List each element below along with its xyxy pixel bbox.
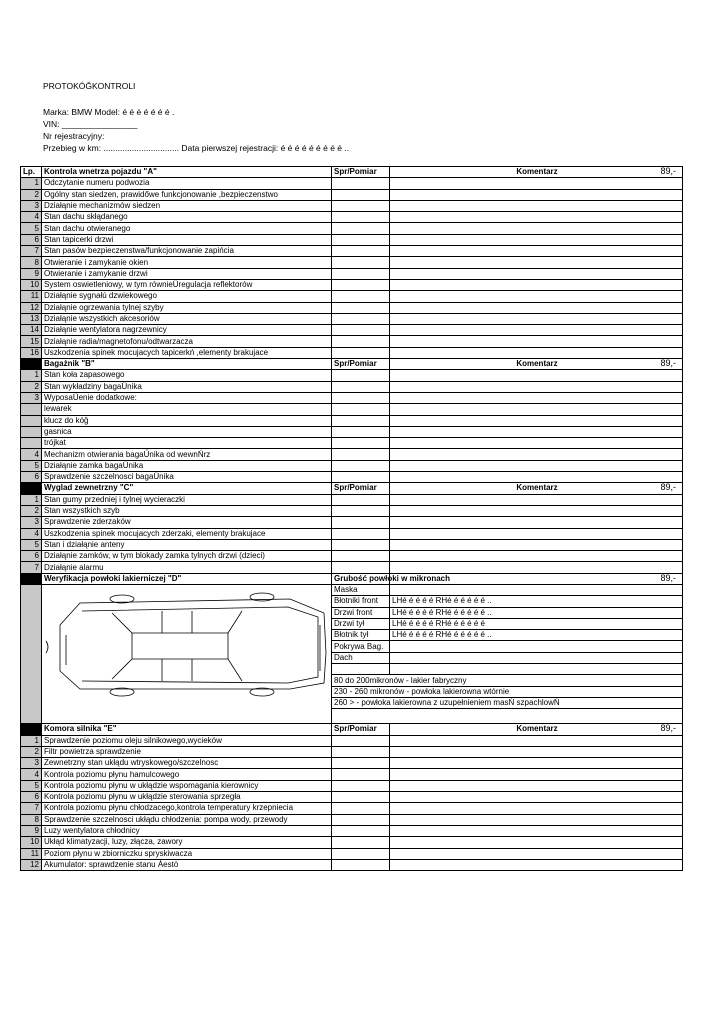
section-a-komentarz-cell[interactable] [390,234,683,245]
section-a-item-label: Działąnie sygnałú dzwiekowego [42,291,332,302]
section-a-item-label: Stan pasów bezpieczenstwa/funkcjonowanie zapińcia [42,246,332,257]
section-c-item-label: Uszkodzenia spinek mocujacych zderzaki, elementy brakujace [42,528,332,539]
section-a-komentarz-cell[interactable] [390,200,683,211]
section-e-item-label: Luzy wentylatora chłodnicy [42,825,332,836]
section-a-spr-pomiar-cell[interactable] [332,178,390,189]
vin-line: VIN: ________________ [43,119,138,129]
section-a-item-number: 16 [21,347,42,358]
section-b-item-number: 1 [21,370,42,381]
section-e-komentarz-label: Komentarz [516,724,558,734]
section-e-item-label: Ukłąd klimatyzacji, luzy, złącza, zawory [42,837,332,848]
section-b-spr-pomiar-cell[interactable] [332,415,390,426]
section-e-spr-pomiar-cell[interactable] [332,825,390,836]
section-b-price: 89,- [660,358,676,369]
section-e-item-number: 7 [21,803,42,814]
table-row [21,562,683,573]
section-a-komentarz-cell[interactable] [390,246,683,257]
section-b-komentarz-cell[interactable] [390,438,683,449]
section-a-item-number: 11 [21,291,42,302]
table-row [21,223,683,234]
table-row [21,268,683,279]
section-a-item-label: System oswietleniowy, w tym równieŰregulacja reflektorów [42,279,332,290]
section-a-spr-pomiar-cell[interactable] [332,347,390,358]
paint-part-label: Błotnik tył [332,630,390,641]
table-row [21,803,683,814]
section-e-item-number: 9 [21,825,42,836]
section-c-item-number: 1 [21,494,42,505]
section-a-spr-pomiar-cell[interactable] [332,336,390,347]
paint-part-label: Maska [332,584,390,595]
section-e-item-number: 6 [21,792,42,803]
table-row [21,313,683,324]
section-b-item-number [21,438,42,449]
section-e-lp-header [21,724,42,735]
nr-rejestracyjny-line: Nr rejestracyjny: [43,131,105,141]
paint-part-label [332,664,390,675]
section-a-item-label: Działąnie mechanizmów siedzen [42,200,332,211]
section-a-spr-pomiar-cell[interactable] [332,325,390,336]
section-e-item-number: 2 [21,746,42,757]
section-c-item-number: 3 [21,517,42,528]
spacer-cell [332,709,683,724]
section-b-header [21,359,683,370]
section-b-item-label: Mechanizm otwierania bagaŰnika od wewnŃrz [42,449,332,460]
paint-measure-cell[interactable]: LHé é é é é RHé é é é é é .. [390,596,683,607]
table-row [21,859,683,870]
paint-measure-cell[interactable] [390,664,683,675]
section-e-item-label: Zewnetrzny stan ukłądu wtryskowego/szczelnosc [42,758,332,769]
section-b-col-spr-pomiar: Spr/Pomiar [332,359,390,370]
table-row [21,472,683,483]
paint-thickness-note: 80 do 200mikronów - lakier fabryczny [332,675,683,686]
table-row [21,528,683,539]
table-row [21,505,683,516]
section-c-komentarz-cell[interactable] [390,551,683,562]
section-a-komentarz-cell[interactable] [390,178,683,189]
section-e-item-number: 10 [21,837,42,848]
section-a-spr-pomiar-cell[interactable] [332,234,390,245]
section-b-spr-pomiar-cell[interactable] [332,426,390,437]
section-b-item-number: 3 [21,392,42,403]
section-a-item-label: Stan tapicerki drzwi [42,234,332,245]
table-row [21,758,683,769]
section-e-spr-pomiar-cell[interactable] [332,803,390,814]
section-b-item-label: gasnica [42,426,332,437]
section-a-item-number: 13 [21,313,42,324]
section-a-col-spr-pomiar: Spr/Pomiar [332,167,390,178]
section-c-spr-pomiar-cell[interactable] [332,505,390,516]
section-e-spr-pomiar-cell[interactable] [332,814,390,825]
section-a-item-label: Działąnie wszystkich akcesoriów [42,313,332,324]
section-e-komentarz-cell[interactable] [390,825,683,836]
section-d-title: Weryfikacja powłoki lakierniczej "D" [42,573,332,584]
paint-thickness-note: 230 - 260 mikronów - powłoka lakierowna wtórnie [332,686,683,697]
section-e-item-label: Sprawdzenie szczelnosci ukłądu chłodzenia: pompa wody, przewody [42,814,332,825]
section-b-item-number: 5 [21,460,42,471]
table-row [21,825,683,836]
section-b-komentarz-cell[interactable] [390,415,683,426]
section-a-komentarz-cell[interactable] [390,313,683,324]
section-b-spr-pomiar-cell[interactable] [332,438,390,449]
table-row [21,347,683,358]
section-b-komentarz-cell[interactable] [390,381,683,392]
table-row [21,746,683,757]
table-row [21,291,683,302]
section-e-item-label: Kontrola poziomu płynu chłodzacego,kontrola temperatury krzepniecia [42,803,332,814]
section-d-lp-header [21,573,42,584]
table-row [21,460,683,471]
section-e-spr-pomiar-cell[interactable] [332,735,390,746]
table-row [21,449,683,460]
section-a-item-label: Stan dachu otwieranego [42,223,332,234]
table-row [21,404,683,415]
section-a-item-number: 9 [21,268,42,279]
section-a-header [21,167,683,178]
section-e-spr-pomiar-cell[interactable] [332,758,390,769]
section-c-item-number: 5 [21,539,42,550]
paint-measure-cell[interactable] [390,584,683,595]
section-e-komentarz-cell[interactable] [390,735,683,746]
section-c-price: 89,- [660,482,676,493]
section-a-komentarz-label: Komentarz [516,167,558,177]
section-c-item-label: Stan i działąnie anteny [42,539,332,550]
section-b-item-number [21,415,42,426]
section-d-col-komentarz [390,573,683,584]
section-e-spr-pomiar-cell[interactable] [332,837,390,848]
paint-measure-cell[interactable]: LHé é é é é RHé é é é é é .. [390,607,683,618]
section-a-spr-pomiar-cell[interactable] [332,268,390,279]
section-b-komentarz-cell[interactable] [390,449,683,460]
section-a-komentarz-cell[interactable] [390,325,683,336]
paint-part-label: Dach [332,652,390,663]
section-b-komentarz-cell[interactable] [390,370,683,381]
section-a-col-komentarz [390,167,683,178]
section-e-item-number: 5 [21,780,42,791]
section-c-komentarz-cell[interactable] [390,494,683,505]
table-row [21,415,683,426]
section-e-item-label: Filtr powietrza sprawdzenie [42,746,332,757]
section-a-spr-pomiar-cell[interactable] [332,313,390,324]
section-b-spr-pomiar-cell[interactable] [332,392,390,403]
section-e-col-komentarz [390,724,683,735]
inspection-table [20,166,683,871]
paint-part-label: Drzwi tył [332,618,390,629]
section-e-title: Komora silnika "E" [42,724,332,735]
section-e-spr-pomiar-cell[interactable] [332,769,390,780]
section-b-spr-pomiar-cell[interactable] [332,404,390,415]
section-b-komentarz-label: Komentarz [516,359,558,369]
section-b-item-label: lewarek [42,404,332,415]
table-row [21,848,683,859]
section-c-spr-pomiar-cell[interactable] [332,494,390,505]
section-b-lp-header [21,359,42,370]
section-c-spr-pomiar-cell[interactable] [332,528,390,539]
section-a-item-label: Ogólny stan siedzen, prawidőwe funkcjonowanie ,bezpieczenstwo [42,189,332,200]
section-a-item-label: Otwieranie i zamykanie drzwi [42,268,332,279]
table-row [21,189,683,200]
table-row [21,178,683,189]
section-b-title: Bagażnik "B" [42,359,332,370]
table-row [21,257,683,268]
section-b-spr-pomiar-cell[interactable] [332,381,390,392]
section-a-komentarz-cell[interactable] [390,347,683,358]
section-e-komentarz-cell[interactable] [390,837,683,848]
section-b-komentarz-cell[interactable] [390,426,683,437]
section-e-komentarz-cell[interactable] [390,859,683,870]
section-a-item-label: Działąnie ogrzewania tylnej szyby [42,302,332,313]
section-e-item-label: Kontrola poziomu płynu w ukłądzie wspomagania kierownicy [42,780,332,791]
table-row [21,325,683,336]
section-b-item-number: 6 [21,472,42,483]
section-b-spr-pomiar-cell[interactable] [332,449,390,460]
table-row [21,370,683,381]
przebieg-line: Przebieg w km: ................................ Data pierwszej rejestracji: é é é é é é é é é .. [43,143,350,153]
section-e-item-label: Kontrola poziomu płynu hamulcowego [42,769,332,780]
paint-thickness-note: 260 > - powłoka lakierowna z uzupełnieniem masŃ szpachlowŃ [332,697,683,708]
section-c-item-label: Stan gumy przedniej i tylnej wycieraczki [42,494,332,505]
section-a-item-number: 10 [21,279,42,290]
section-b-komentarz-cell[interactable] [390,460,683,471]
section-a-spr-pomiar-cell[interactable] [332,302,390,313]
section-c-item-number: 4 [21,528,42,539]
section-c-item-label: Sprawdzenie zderzaków [42,517,332,528]
section-b-spr-pomiar-cell[interactable] [332,460,390,471]
section-a-price: 89,- [660,166,676,177]
section-a-komentarz-cell[interactable] [390,291,683,302]
section-a-komentarz-cell[interactable] [390,268,683,279]
car-outline-icon [42,585,332,745]
section-e-item-label: Poziom płynu w zbiorniczku spryskiwacza [42,848,332,859]
section-c-col-komentarz [390,483,683,494]
section-a-item-number: 7 [21,246,42,257]
section-b-col-komentarz [390,359,683,370]
section-a-item-number: 5 [21,223,42,234]
section-c-item-number: 6 [21,551,42,562]
section-b-komentarz-cell[interactable] [390,392,683,403]
section-a-spr-pomiar-cell[interactable] [332,257,390,268]
section-a-item-label: Działąnie wentylatora nagrzewnicy [42,325,332,336]
table-row [21,200,683,211]
section-e-spr-pomiar-cell[interactable] [332,859,390,870]
section-c-item-label: Działąnie alarmu [42,562,332,573]
section-e-komentarz-cell[interactable] [390,814,683,825]
section-b-item-label: WyposaŰenie dodatkowe: [42,392,332,403]
section-c-item-number: 2 [21,505,42,516]
section-b-komentarz-cell[interactable] [390,404,683,415]
section-c-spr-pomiar-cell[interactable] [332,517,390,528]
table-row [21,494,683,505]
section-a-item-label: Uszkodzenia spinek mocujacych tapicerkń ,elementy brakujace [42,347,332,358]
section-c-col-spr-pomiar: Spr/Pomiar [332,483,390,494]
section-e-komentarz-cell[interactable] [390,769,683,780]
section-a-item-label: Działąnie radia/magnetofonu/odtwarzacza [42,336,332,347]
table-row [21,539,683,550]
table-row [21,234,683,245]
section-b-item-label: klucz do kóğ [42,415,332,426]
section-a-item-number: 3 [21,200,42,211]
section-d-price: 89,- [660,572,676,583]
paint-part-label: Pokrywa Bag. [332,641,390,652]
section-b-komentarz-cell[interactable] [390,472,683,483]
section-a-komentarz-cell[interactable] [390,336,683,347]
section-d-header [21,573,683,584]
section-a-komentarz-cell[interactable] [390,212,683,223]
section-e-spr-pomiar-cell[interactable] [332,746,390,757]
section-e-komentarz-cell[interactable] [390,803,683,814]
section-a-komentarz-cell[interactable] [390,189,683,200]
section-e-spr-pomiar-cell[interactable] [332,780,390,791]
section-b-item-number [21,426,42,437]
section-e-spr-pomiar-cell[interactable] [332,792,390,803]
section-a-spr-pomiar-cell[interactable] [332,200,390,211]
section-b-item-label: Działąnie zamka bagaŰnika [42,460,332,471]
section-b-spr-pomiar-cell[interactable] [332,370,390,381]
section-b-item-number: 4 [21,449,42,460]
section-c-komentarz-cell[interactable] [390,528,683,539]
table-row [21,392,683,403]
paint-measure-cell[interactable] [390,652,683,663]
section-c-lp-header [21,483,42,494]
section-c-komentarz-cell[interactable] [390,539,683,550]
paint-measure-cell[interactable]: LHé é é é é RHé é é é é é [390,618,683,629]
table-row [21,212,683,223]
section-a-item-number: 14 [21,325,42,336]
section-e-item-label: Kontrola poziomu płynu w ukłądzie sterowania sprzegła [42,792,332,803]
section-a-komentarz-cell[interactable] [390,279,683,290]
paint-part-label: Błotniki front [332,596,390,607]
section-c-item-number: 7 [21,562,42,573]
section-b-item-label: Stan wykładziny bagaŰnika [42,381,332,392]
section-a-spr-pomiar-cell[interactable] [332,291,390,302]
car-diagram [42,584,332,723]
section-a-item-label: Stan dachu skłądanego [42,212,332,223]
section-a-spr-pomiar-cell[interactable] [332,223,390,234]
paint-part-label: Drzwi front [332,607,390,618]
section-b-item-number [21,404,42,415]
table-row [21,517,683,528]
section-e-col-spr-pomiar: Spr/Pomiar [332,724,390,735]
section-e-item-number: 8 [21,814,42,825]
section-e-item-number: 11 [21,848,42,859]
section-a-item-number: 4 [21,212,42,223]
section-a-item-number: 8 [21,257,42,268]
section-e-komentarz-cell[interactable] [390,848,683,859]
section-c-spr-pomiar-cell[interactable] [332,562,390,573]
section-a-item-label: Odczytanie numeru podwozia [42,178,332,189]
section-e-item-label: Sprawdzenie poziomu oleju silnikowego,wycieków [42,735,332,746]
section-a-item-number: 12 [21,302,42,313]
section-a-title: Kontrola wnetrza pojazdu "A" [42,167,332,178]
section-a-komentarz-cell[interactable] [390,257,683,268]
section-a-item-label: Otwieranie i zamykanie okien [42,257,332,268]
table-row [21,426,683,437]
section-c-item-label: Działąnie zamków, w tym blokady zamka tylnych drzwi (dzieci) [42,551,332,562]
table-row [21,780,683,791]
section-e-item-number: 12 [21,859,42,870]
section-e-price: 89,- [660,723,676,734]
section-a-spr-pomiar-cell[interactable] [332,212,390,223]
section-e-spr-pomiar-cell[interactable] [332,848,390,859]
section-a-item-number: 6 [21,234,42,245]
section-c-komentarz-cell[interactable] [390,562,683,573]
paint-measure-cell[interactable]: LHé é é é é RHé é é é é é .. [390,630,683,641]
marka-model-line: Marka: BMW Model: é é é é é é é . [43,107,175,117]
table-row [21,438,683,449]
section-c-komentarz-label: Komentarz [516,483,558,493]
section-c-komentarz-cell[interactable] [390,517,683,528]
table-row [21,302,683,313]
section-c-item-label: Stan wszystkich szyb [42,505,332,516]
section-a-spr-pomiar-cell[interactable] [332,279,390,290]
section-e-item-number: 4 [21,769,42,780]
section-e-item-label: Akumulator: sprawdzenie stanu Áestò [42,859,332,870]
table-row [21,381,683,392]
table-row [21,551,683,562]
section-b-item-label: Sprawdzenie szczelnosci bagaŰnika [42,472,332,483]
section-e-komentarz-cell[interactable] [390,746,683,757]
table-row [21,792,683,803]
section-a-lp-header: Lp. [21,167,42,178]
section-c-spr-pomiar-cell[interactable] [332,551,390,562]
table-row [21,769,683,780]
paint-measure-cell[interactable] [390,641,683,652]
section-b-item-label: trójkat [42,438,332,449]
paint-row [21,584,683,595]
section-a-item-number: 1 [21,178,42,189]
section-e-komentarz-cell[interactable] [390,758,683,769]
section-c-header [21,483,683,494]
section-a-item-number: 15 [21,336,42,347]
section-d-col-spr-pomiar: Grubość powłoki w mikronach [332,573,390,584]
section-a-spr-pomiar-cell[interactable] [332,189,390,200]
section-a-komentarz-cell[interactable] [390,223,683,234]
section-b-item-label: Stan koła zapasowego [42,370,332,381]
section-e-item-number: 1 [21,735,42,746]
section-b-spr-pomiar-cell[interactable] [332,472,390,483]
section-a-komentarz-cell[interactable] [390,302,683,313]
table-row [21,279,683,290]
section-b-item-number: 2 [21,381,42,392]
table-row [21,336,683,347]
section-c-title: Wyglad zewnetrzny "C" [42,483,332,494]
section-c-spr-pomiar-cell[interactable] [332,539,390,550]
section-e-komentarz-cell[interactable] [390,792,683,803]
section-c-komentarz-cell[interactable] [390,505,683,516]
section-d-lp-filler [21,584,42,723]
table-row [21,246,683,257]
section-a-spr-pomiar-cell[interactable] [332,246,390,257]
section-a-item-number: 2 [21,189,42,200]
section-e-komentarz-cell[interactable] [390,780,683,791]
table-row [21,837,683,848]
table-row [21,814,683,825]
section-e-item-number: 3 [21,758,42,769]
document-title: PROTOKÓĞKONTROLI [43,81,136,91]
